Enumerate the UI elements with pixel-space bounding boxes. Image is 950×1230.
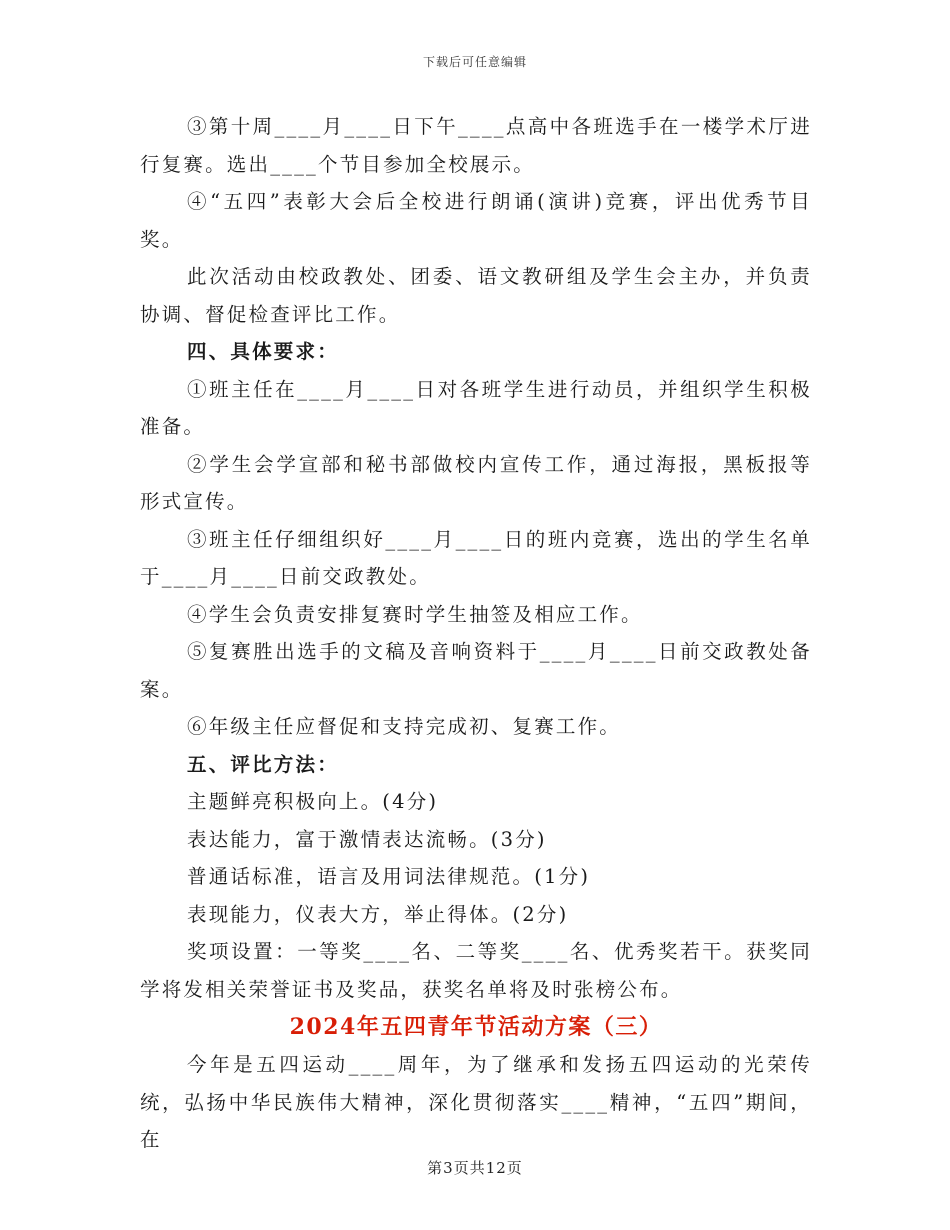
page-footer: 第3页共12页 — [427, 1159, 523, 1177]
paragraph-criterion-theme: 主题鲜亮积极向上。(4分) — [187, 790, 439, 813]
section-title-plan-three: 2024年五四青年节活动方案（三） — [289, 1014, 663, 1040]
paragraph-criterion-mandarin: 普通话标准，语言及用词法律规范。(1分) — [187, 865, 591, 888]
paragraph-requirement-2: ②学生会学宣部和秘书部做校内宣传工作，通过海报，黑板报等形式宣传。 — [140, 452, 812, 513]
paragraph-criterion-expression: 表达能力，富于激情表达流畅。(3分) — [187, 827, 547, 851]
paragraph-requirement-3: ③班主任仔细组织好____月____日的班内竞赛，选出的学生名单于____月____日前交政教处。 — [140, 527, 812, 588]
page-header: 下载后可任意编辑 — [422, 55, 527, 69]
paragraph-may-fourth-contest: ④“五四”表彰大会后全校进行朗诵(演讲)竞赛，评出优秀节目奖。 — [140, 190, 812, 251]
paragraph-requirement-5: ⑤复赛胜出选手的文稿及音响资料于____月____日前交政教处备案。 — [140, 640, 812, 701]
paragraph-intro-plan-three: 今年是五四运动____周年，为了继承和发扬五四运动的光荣传统，弘扬中华民族伟大精神，深化贯彻落实____精神，“五四”期间，在 — [140, 1053, 812, 1151]
paragraph-requirement-4: ④学生会负责安排复赛时学生抽签及相应工作。 — [187, 602, 643, 626]
section-heading-requirements: 四、具体要求： — [187, 340, 339, 363]
paragraph-requirement-6: ⑥年级主任应督促和支持完成初、复赛工作。 — [187, 715, 622, 738]
section-heading-scoring: 五、评比方法： — [187, 752, 339, 776]
paragraph-criterion-performance: 表现能力，仪表大方，举止得体。(2分) — [187, 902, 569, 926]
paragraph-rematch: ③第十周____月____日下午____点高中各班选手在一楼学术厅进行复赛。选出____个节目参加全校展示。 — [140, 115, 812, 176]
document-body — [140, 108, 812, 1159]
paragraph-organizers: 此次活动由校政教处、团委、语文教研组及学生会主办，并负责协调、督促检查评比工作。 — [140, 265, 812, 326]
paragraph-awards: 奖项设置：一等奖____名、二等奖____名、优秀奖若干。获奖同学将发相关荣誉证书及奖品，获奖名单将及时张榜公布。 — [140, 940, 812, 1001]
paragraph-requirement-1: ①班主任在____月____日对各班学生进行动员，并组织学生积极准备。 — [140, 377, 812, 438]
